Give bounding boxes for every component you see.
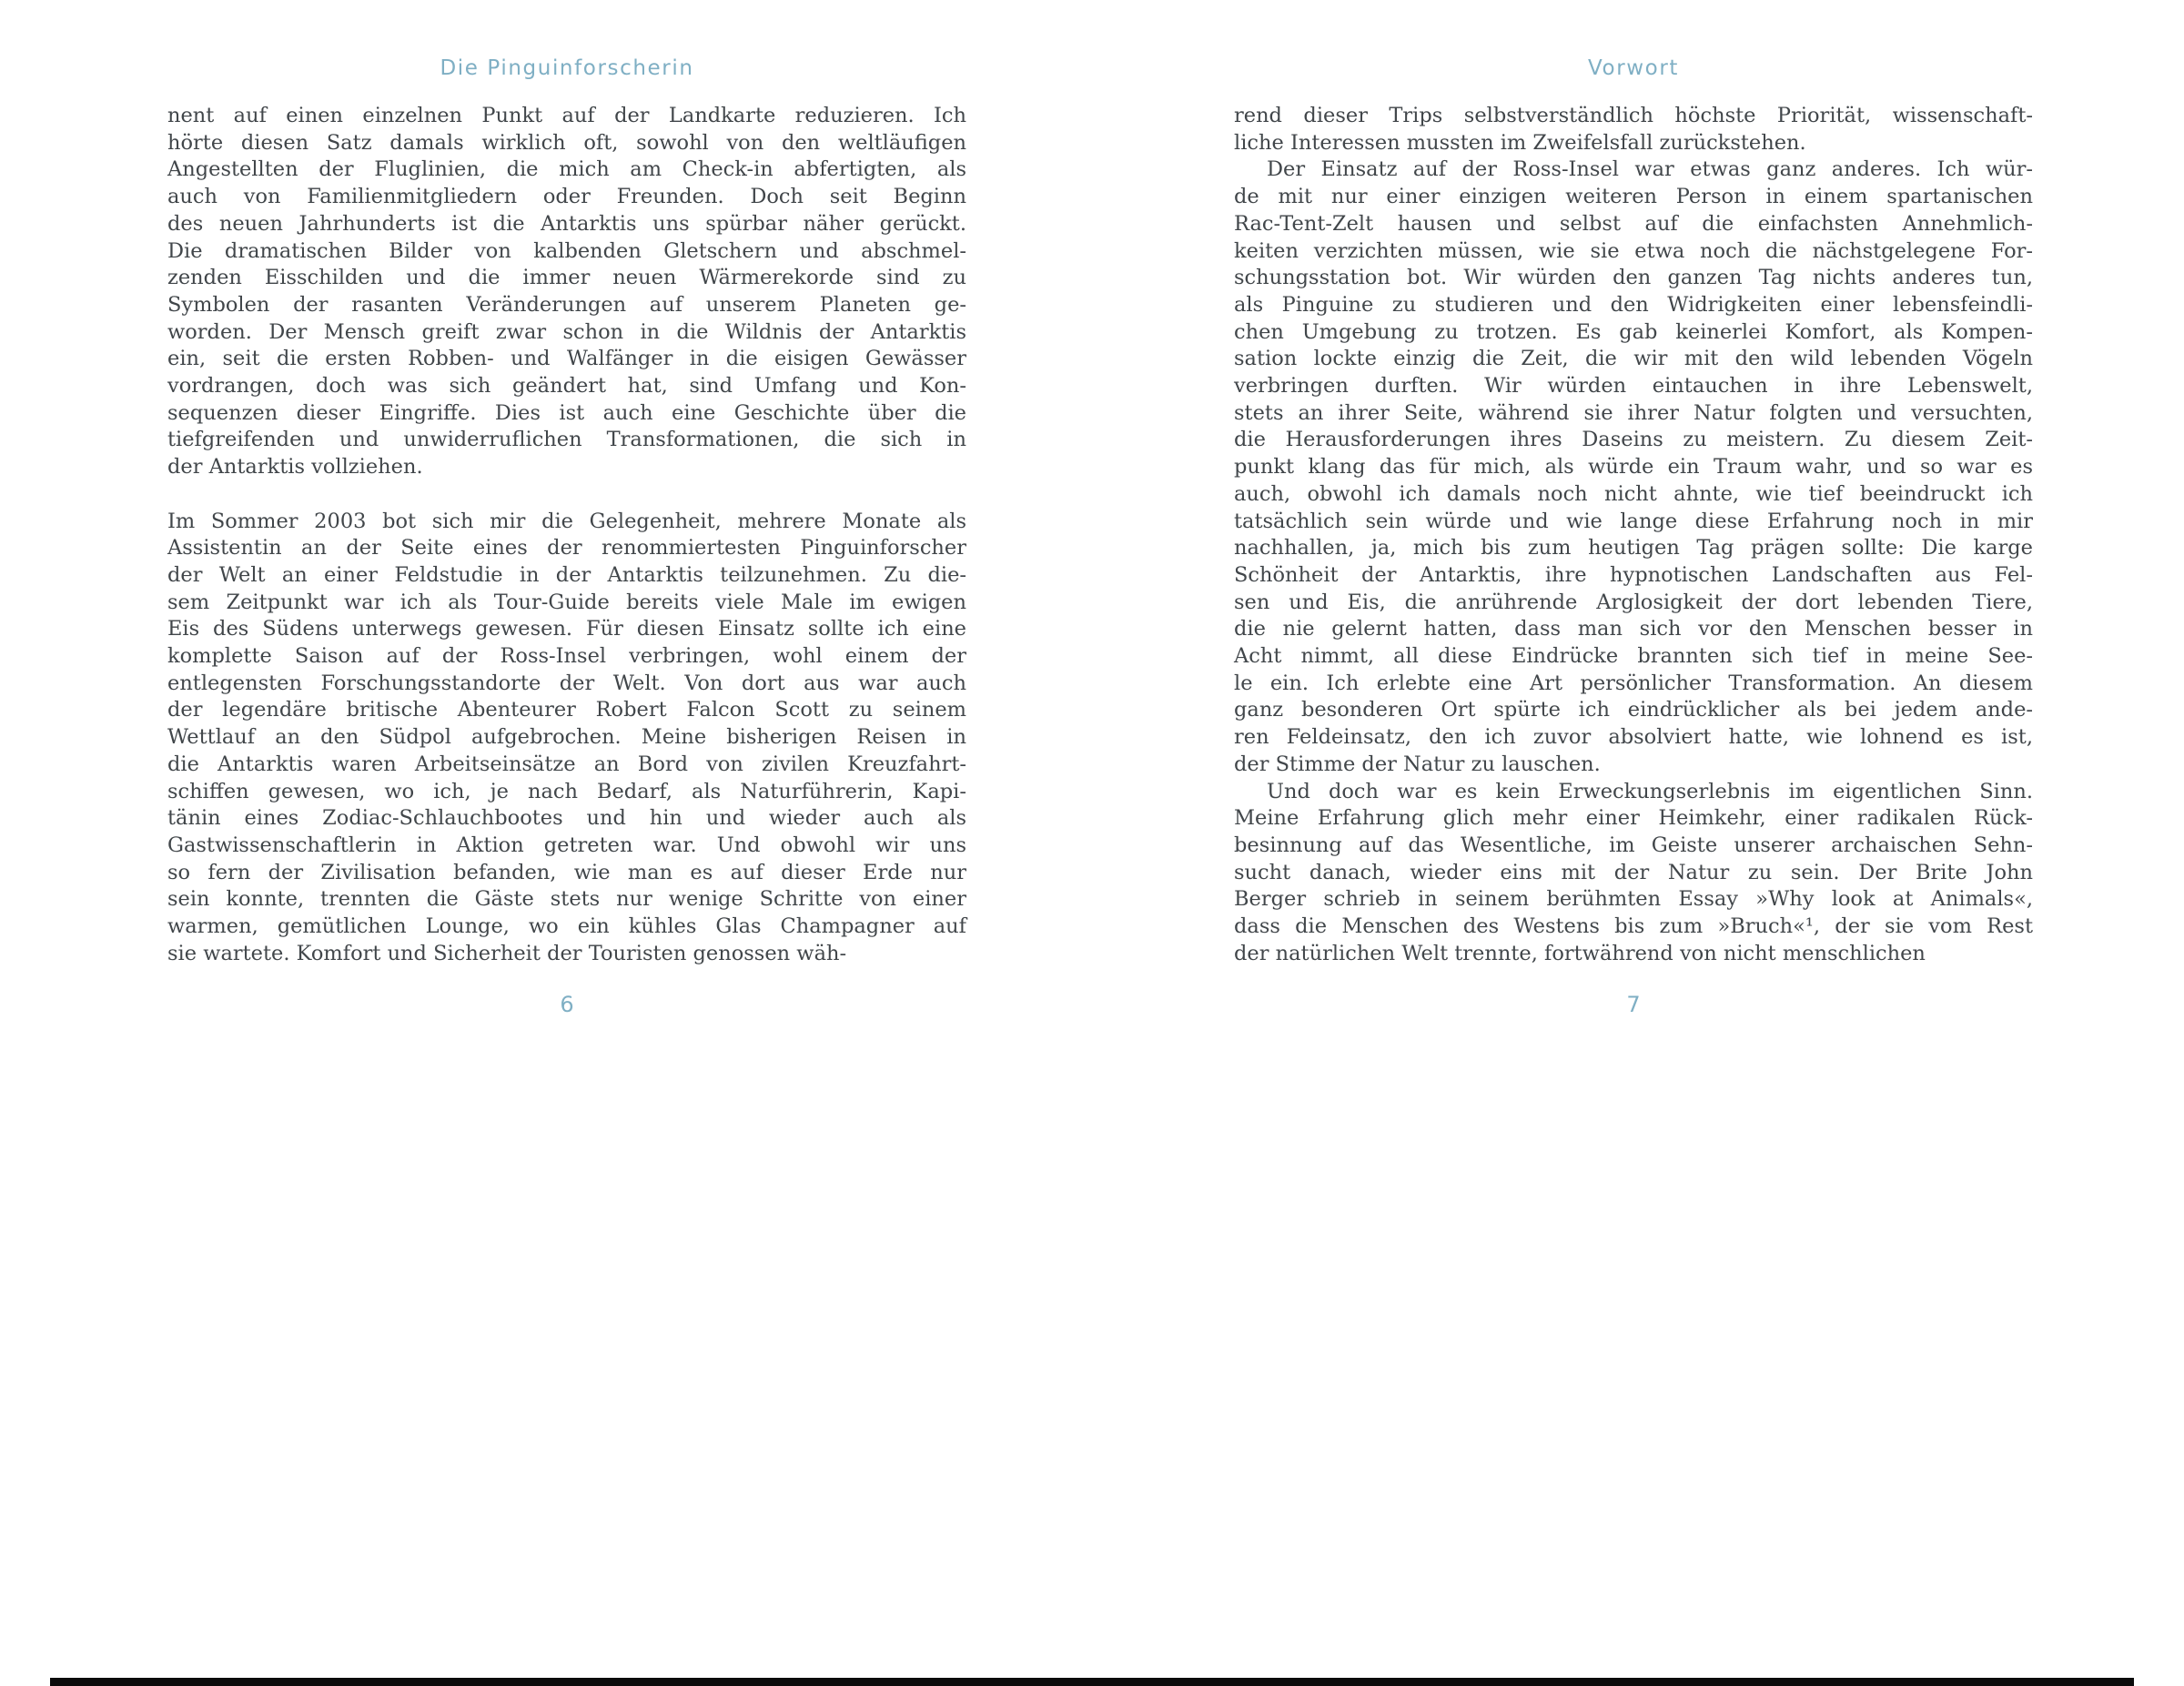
text-line: als Pinguine zu studieren und den Widrigkeiten einer lebensfeindli- bbox=[1234, 292, 2033, 317]
paragraph bbox=[167, 103, 966, 481]
text-line: tatsächlich sein würde und wie lange diese Erfahrung noch in mir bbox=[1234, 509, 2033, 533]
text-line: entlegensten Forschungsstandorte der Welt. Von dort aus war auch bbox=[167, 671, 966, 695]
text-line: Acht nimmt, all diese Eindrücke brannten sich tief in meine See- bbox=[1234, 644, 2033, 669]
text-line: sequenzen dieser Eingriffe. Dies ist auch eine Geschichte über die bbox=[167, 400, 966, 425]
text-line: dass die Menschen des Westens bis zum »Bruch«¹, der sie vom Rest bbox=[1234, 914, 2033, 939]
text-line: sen und Eis, die anrührende Arglosigkeit der dort lebenden Tiere, bbox=[1234, 590, 2033, 614]
paragraph bbox=[1234, 156, 2033, 778]
text-line: ein, seit die ersten Robben- und Walfänger in die eisigen Gewässer bbox=[167, 347, 966, 371]
text-line: ren Feldeinsatz, den ich zuvor absolviert hatte, wie lohnend es ist, bbox=[1234, 725, 2033, 750]
text-line: die nie gelernt hatten, dass man sich vor den Menschen besser in bbox=[1234, 617, 2033, 641]
paragraph bbox=[1234, 779, 2033, 968]
text-line: auch von Familienmitgliedern oder Freunden. Doch seit Beginn bbox=[167, 185, 966, 209]
text-line: stets an ihrer Seite, während sie ihrer Natur folgten und versuchten, bbox=[1234, 400, 2033, 425]
page-left-content bbox=[167, 0, 966, 1686]
paragraph bbox=[1234, 103, 2033, 156]
text-block-right bbox=[1234, 103, 2033, 968]
text-line: Angestellten der Fluglinien, die mich am Check-in abfertigten, als bbox=[167, 157, 966, 182]
text-line: besinnung auf das Wesentliche, im Geiste unserer archaischen Sehn- bbox=[1234, 833, 2033, 857]
page-right bbox=[1092, 0, 2184, 1686]
running-head-chapter-title: Vorwort bbox=[1587, 56, 1680, 80]
text-line: die Antarktis waren Arbeitseinsätze an Bord von zivilen Kreuzfahrt- bbox=[167, 752, 966, 776]
text-line: nent auf einen einzelnen Punkt auf der Landkarte reduzieren. Ich bbox=[167, 104, 966, 127]
text-line: der Stimme der Natur zu lauschen. bbox=[1234, 752, 1601, 776]
page-right-content bbox=[1234, 0, 2033, 1686]
text-line: verbringen durften. Wir würden eintauchen in ihre Lebenswelt, bbox=[1234, 374, 2033, 399]
text-line: sem Zeitpunkt war ich als Tour-Guide bereits viele Male im ewigen bbox=[167, 590, 966, 614]
text-line: der natürlichen Welt trennte, fortwährend von nicht menschlichen bbox=[1234, 941, 1926, 965]
text-line: der Antarktis vollziehen. bbox=[167, 455, 423, 480]
text-line: nachhallen, ja, mich bis zum heutigen Tag prägen sollte: Die karge bbox=[1234, 536, 2033, 560]
text-line: le ein. Ich erlebte eine Art persönlicher Transformation. An diesem bbox=[1234, 671, 2033, 695]
running-head-book-title: Die Pinguinforscherin bbox=[440, 56, 694, 80]
text-line: liche Interessen mussten im Zweifelsfall zurückstehen. bbox=[1234, 130, 1806, 155]
text-line: Und doch war es kein Erweckungserlebnis im eigentlichen Sinn. bbox=[1267, 779, 2033, 803]
text-line: punkt klang das für mich, als würde ein Traum wahr, und so war es bbox=[1234, 455, 2033, 480]
text-line: Assistentin an der Seite eines der renommiertesten Pinguinforscher bbox=[167, 536, 966, 560]
bottom-edge-rule bbox=[50, 1678, 2134, 1686]
text-line: Meine Erfahrung glich mehr einer Heimkehr, einer radikalen Rück- bbox=[1234, 806, 2033, 831]
text-line: tiefgreifenden und unwiderruflichen Transformationen, die sich in bbox=[167, 428, 966, 452]
text-line: rend dieser Trips selbstverständlich höchste Priorität, wissenschaft- bbox=[1234, 104, 2033, 127]
text-line: so fern der Zivilisation befanden, wie man es auf dieser Erde nur bbox=[167, 860, 966, 884]
text-line: zenden Eisschilden und die immer neuen Wärmerekorde sind zu bbox=[167, 266, 966, 290]
text-line: komplette Saison auf der Ross-Insel verbringen, wohl einem der bbox=[167, 644, 966, 669]
text-line: auch, obwohl ich damals noch nicht ahnte, wie tief beeindruckt ich bbox=[1234, 481, 2033, 506]
paragraph bbox=[167, 509, 966, 968]
text-line: Symbolen der rasanten Veränderungen auf unserem Planeten ge- bbox=[167, 292, 966, 317]
text-line: sein konnte, trennten die Gäste stets nur wenige Schritte von einer bbox=[167, 887, 966, 912]
text-line: Wettlauf an den Südpol aufgebrochen. Meine bisherigen Reisen in bbox=[167, 725, 966, 750]
text-line: Im Sommer 2003 bot sich mir die Gelegenheit, mehrere Monate als bbox=[167, 509, 966, 533]
text-line: Berger schrieb in seinem berühmten Essay »Why look at Animals«, bbox=[1234, 887, 2033, 912]
text-line: die Herausforderungen ihres Daseins zu meistern. Zu diesem Zeit- bbox=[1234, 428, 2033, 452]
text-line: Schönheit der Antarktis, ihre hypnotischen Landschaften aus Fel- bbox=[1234, 562, 2033, 587]
text-line: schiffen gewesen, wo ich, je nach Bedarf, als Naturführerin, Kapi- bbox=[167, 779, 966, 803]
text-line: chen Umgebung zu trotzen. Es gab keinerlei Komfort, als Kompen- bbox=[1234, 319, 2033, 344]
text-line: worden. Der Mensch greift zwar schon in die Wildnis der Antarktis bbox=[167, 319, 966, 344]
text-line: der legendäre britische Abenteurer Robert Falcon Scott zu seinem bbox=[167, 698, 966, 722]
text-line: Die dramatischen Bilder von kalbenden Gletschern und abschmel- bbox=[167, 238, 966, 263]
page-number-left: 6 bbox=[560, 992, 574, 1017]
text-line: Rac-Tent-Zelt hausen und selbst auf die einfachsten Annehmlich- bbox=[1234, 211, 2033, 236]
text-line: sucht danach, wieder eins mit der Natur zu sein. Der Brite John bbox=[1234, 860, 2033, 884]
page-number-right: 7 bbox=[1626, 992, 1641, 1017]
text-line: der Welt an einer Feldstudie in der Antarktis teilzunehmen. Zu die- bbox=[167, 562, 966, 587]
text-block-left bbox=[167, 103, 966, 967]
text-line: sie wartete. Komfort und Sicherheit der Touristen genossen wäh- bbox=[167, 941, 847, 965]
text-line: ganz besonderen Ort spürte ich eindrücklicher als bei jedem ande- bbox=[1234, 698, 2033, 722]
text-line: tänin eines Zodiac-Schlauchbootes und hin und wieder auch als bbox=[167, 806, 966, 831]
text-line: warmen, gemütlichen Lounge, wo ein kühles Glas Champagner auf bbox=[167, 914, 966, 939]
text-line: hörte diesen Satz damals wirklich oft, sowohl von den weltläufigen bbox=[167, 130, 966, 155]
text-line: de mit nur einer einzigen weiteren Person in einem spartanischen bbox=[1234, 185, 2033, 209]
text-line: Eis des Südens unterwegs gewesen. Für diesen Einsatz sollte ich eine bbox=[167, 617, 966, 641]
text-line: vordrangen, doch was sich geändert hat, sind Umfang und Kon- bbox=[167, 374, 966, 399]
text-line: schungsstation bot. Wir würden den ganzen Tag nichts anderes tun, bbox=[1234, 266, 2033, 290]
text-line: Gastwissenschaftlerin in Aktion getreten war. Und obwohl wir uns bbox=[167, 833, 966, 857]
text-line: keiten verzichten müssen, wie sie etwa noch die nächstgelegene For- bbox=[1234, 238, 2033, 263]
text-line: sation lockte einzig die Zeit, die wir mit den wild lebenden Vögeln bbox=[1234, 347, 2033, 371]
text-line: des neuen Jahrhunderts ist die Antarktis uns spürbar näher gerückt. bbox=[167, 211, 966, 236]
text-line: Der Einsatz auf der Ross-Insel war etwas ganz anderes. Ich wür- bbox=[1267, 157, 2033, 182]
